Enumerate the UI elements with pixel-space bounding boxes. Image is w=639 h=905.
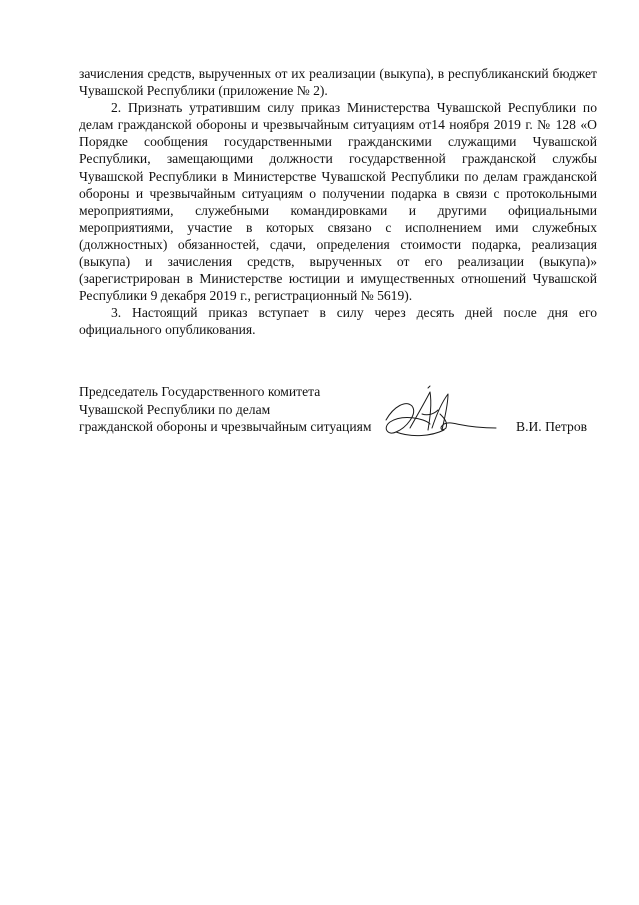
signatory-name: В.И. Петров (516, 419, 588, 434)
handwritten-signature (372, 384, 498, 446)
document-body (79, 65, 597, 339)
paragraph-continuation: зачисления средств, вырученных от их реализации (выкупа), в республиканский бюджет Чувашской Республики (приложение № 2). (79, 66, 597, 99)
signatory-title-line-3: гражданской обороны и чрезвычайным ситуациям (79, 419, 372, 435)
signatory-title-line-1: Председатель Государственного комитета (79, 384, 321, 399)
paragraph-item-3: 3. Настоящий приказ вступает в силу через десять дней после дня его официального опубликования. (79, 305, 597, 338)
paragraph-item-2: 2. Признать утратившим силу приказ Министерства Чувашской Республики по делам гражданской обороны и чрезвычайным ситуациям от14 ноября 2019 г. № 128 «О Порядке сообщения государственными гражданскими служащими Чувашской Республики, замещающими должности государственной гражданской службы Чувашской Республики в Министерстве Чувашской Республики по делам гражданской обороны и чрезвычайным ситуациям о получении подарка в связи с протокольными мероприятиями, служебными командировками и другими официальными мероприятиями, участие в которых связано с исполнением ими служебных (должностных) обязанностей, сдачи, определения стоимости подарка, реализация (выкупа) и зачисления средств, вырученных от его реализации (выкупа)» (зарегистрирован в Министерстве юстиции и имущественных отношений Чувашской Республики 9 декабря 2019 г., регистрационный № 5619). (79, 100, 597, 304)
signatory-title (79, 383, 371, 436)
signatory-title-line-2: Чувашской Республики по делам (79, 401, 271, 417)
